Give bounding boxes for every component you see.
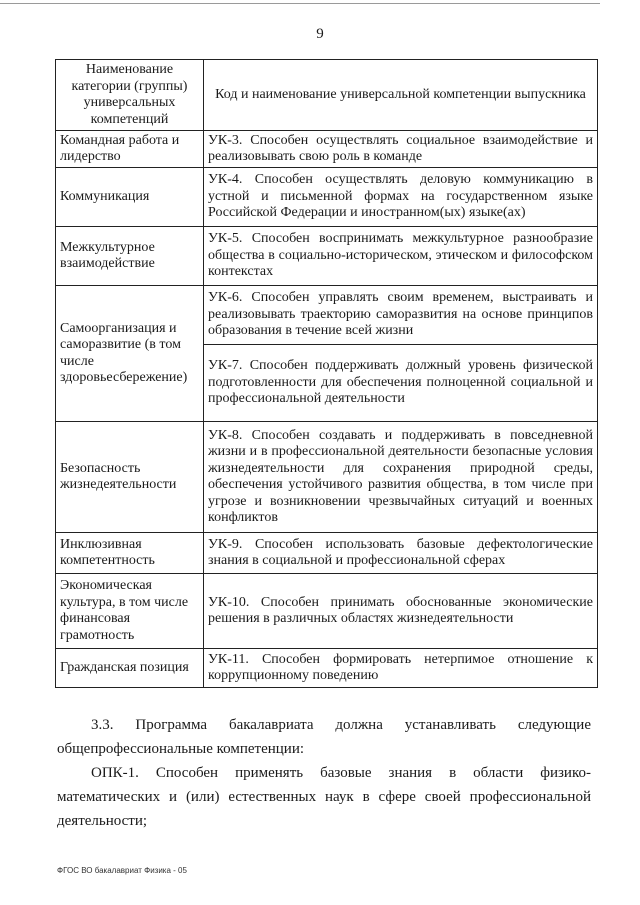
competence-cell: УК-5. Способен воспринимать межкультурное разнообразие общества в социально-историческом, этическом и философском контекстах xyxy=(204,227,598,286)
paragraph-opk-1: ОПК-1. Способен применять базовые знания в области физико-математических и (или) естественных наук в сфере своей профессиональной деятельности; xyxy=(57,765,591,829)
competence-cell: УК-3. Способен осуществлять социальное взаимодействие и реализовывать свою роль в команде xyxy=(204,131,598,168)
table-row xyxy=(56,168,598,227)
category-cell: Экономическая культура, в том числе финансовая грамотность xyxy=(56,574,204,649)
category-cell: Гражданская позиция xyxy=(56,649,204,688)
category-cell: Инклюзивная компетентность xyxy=(56,533,204,574)
table-row xyxy=(56,131,598,168)
top-rule xyxy=(0,3,600,4)
category-cell: Безопасность жизнедеятельности xyxy=(56,422,204,533)
competence-cell: УК-8. Способен создавать и поддерживать в повседневной жизни и в профессиональной деятельности безопасные условия жизнедеятельности для сохранения природной среды, обеспечения устойчивого развития общества, в том числе при угрозе и возникновении чрезвычайных ситуаций и военных конфликтов xyxy=(204,422,598,533)
category-cell: Командная работа и лидерство xyxy=(56,131,204,168)
category-cell: Межкультурное взаимодействие xyxy=(56,227,204,286)
table-header-row xyxy=(56,60,598,131)
paragraph-3-3: 3.3. Программа бакалавриата должна устанавливать следующие общепрофессиональные компетенции: xyxy=(57,717,591,757)
page-number: 9 xyxy=(316,26,324,42)
competence-cell: УК-11. Способен формировать нетерпимое отношение к коррупционному поведению xyxy=(204,649,598,688)
competence-cell: УК-7. Способен поддерживать должный уровень физической подготовленности для обеспечения полноценной социальной и профессиональной деятельности xyxy=(204,345,598,422)
header-competence: Код и наименование универсальной компетенции выпускника xyxy=(204,60,598,131)
competence-table xyxy=(55,59,598,688)
competence-cell: УК-4. Способен осуществлять деловую коммуникацию в устной и письменной формах на государственном языке Российской Федерации и иностранном(ых) языке(ах) xyxy=(204,168,598,227)
table-row xyxy=(56,227,598,286)
category-cell: Самоорганизация и саморазвитие (в том числе здоровьесбережение) xyxy=(56,286,204,422)
footer-note: ФГОС ВО бакалавриат Физика - 05 xyxy=(57,866,187,875)
table-row xyxy=(56,286,598,345)
competence-cell: УК-10. Способен принимать обоснованные экономические решения в различных областях жизнедеятельности xyxy=(204,574,598,649)
table-row xyxy=(56,574,598,649)
table-row xyxy=(56,649,598,688)
table-row xyxy=(56,533,598,574)
header-category: Наименование категории (группы) универсальных компетенций xyxy=(56,60,204,131)
competence-cell: УК-9. Способен использовать базовые дефектологические знания в социальной и профессиональной сферах xyxy=(204,533,598,574)
competence-cell: УК-6. Способен управлять своим временем, выстраивать и реализовывать траекторию саморазвития на основе принципов образования в течение всей жизни xyxy=(204,286,598,345)
table-row xyxy=(56,422,598,533)
category-cell: Коммуникация xyxy=(56,168,204,227)
